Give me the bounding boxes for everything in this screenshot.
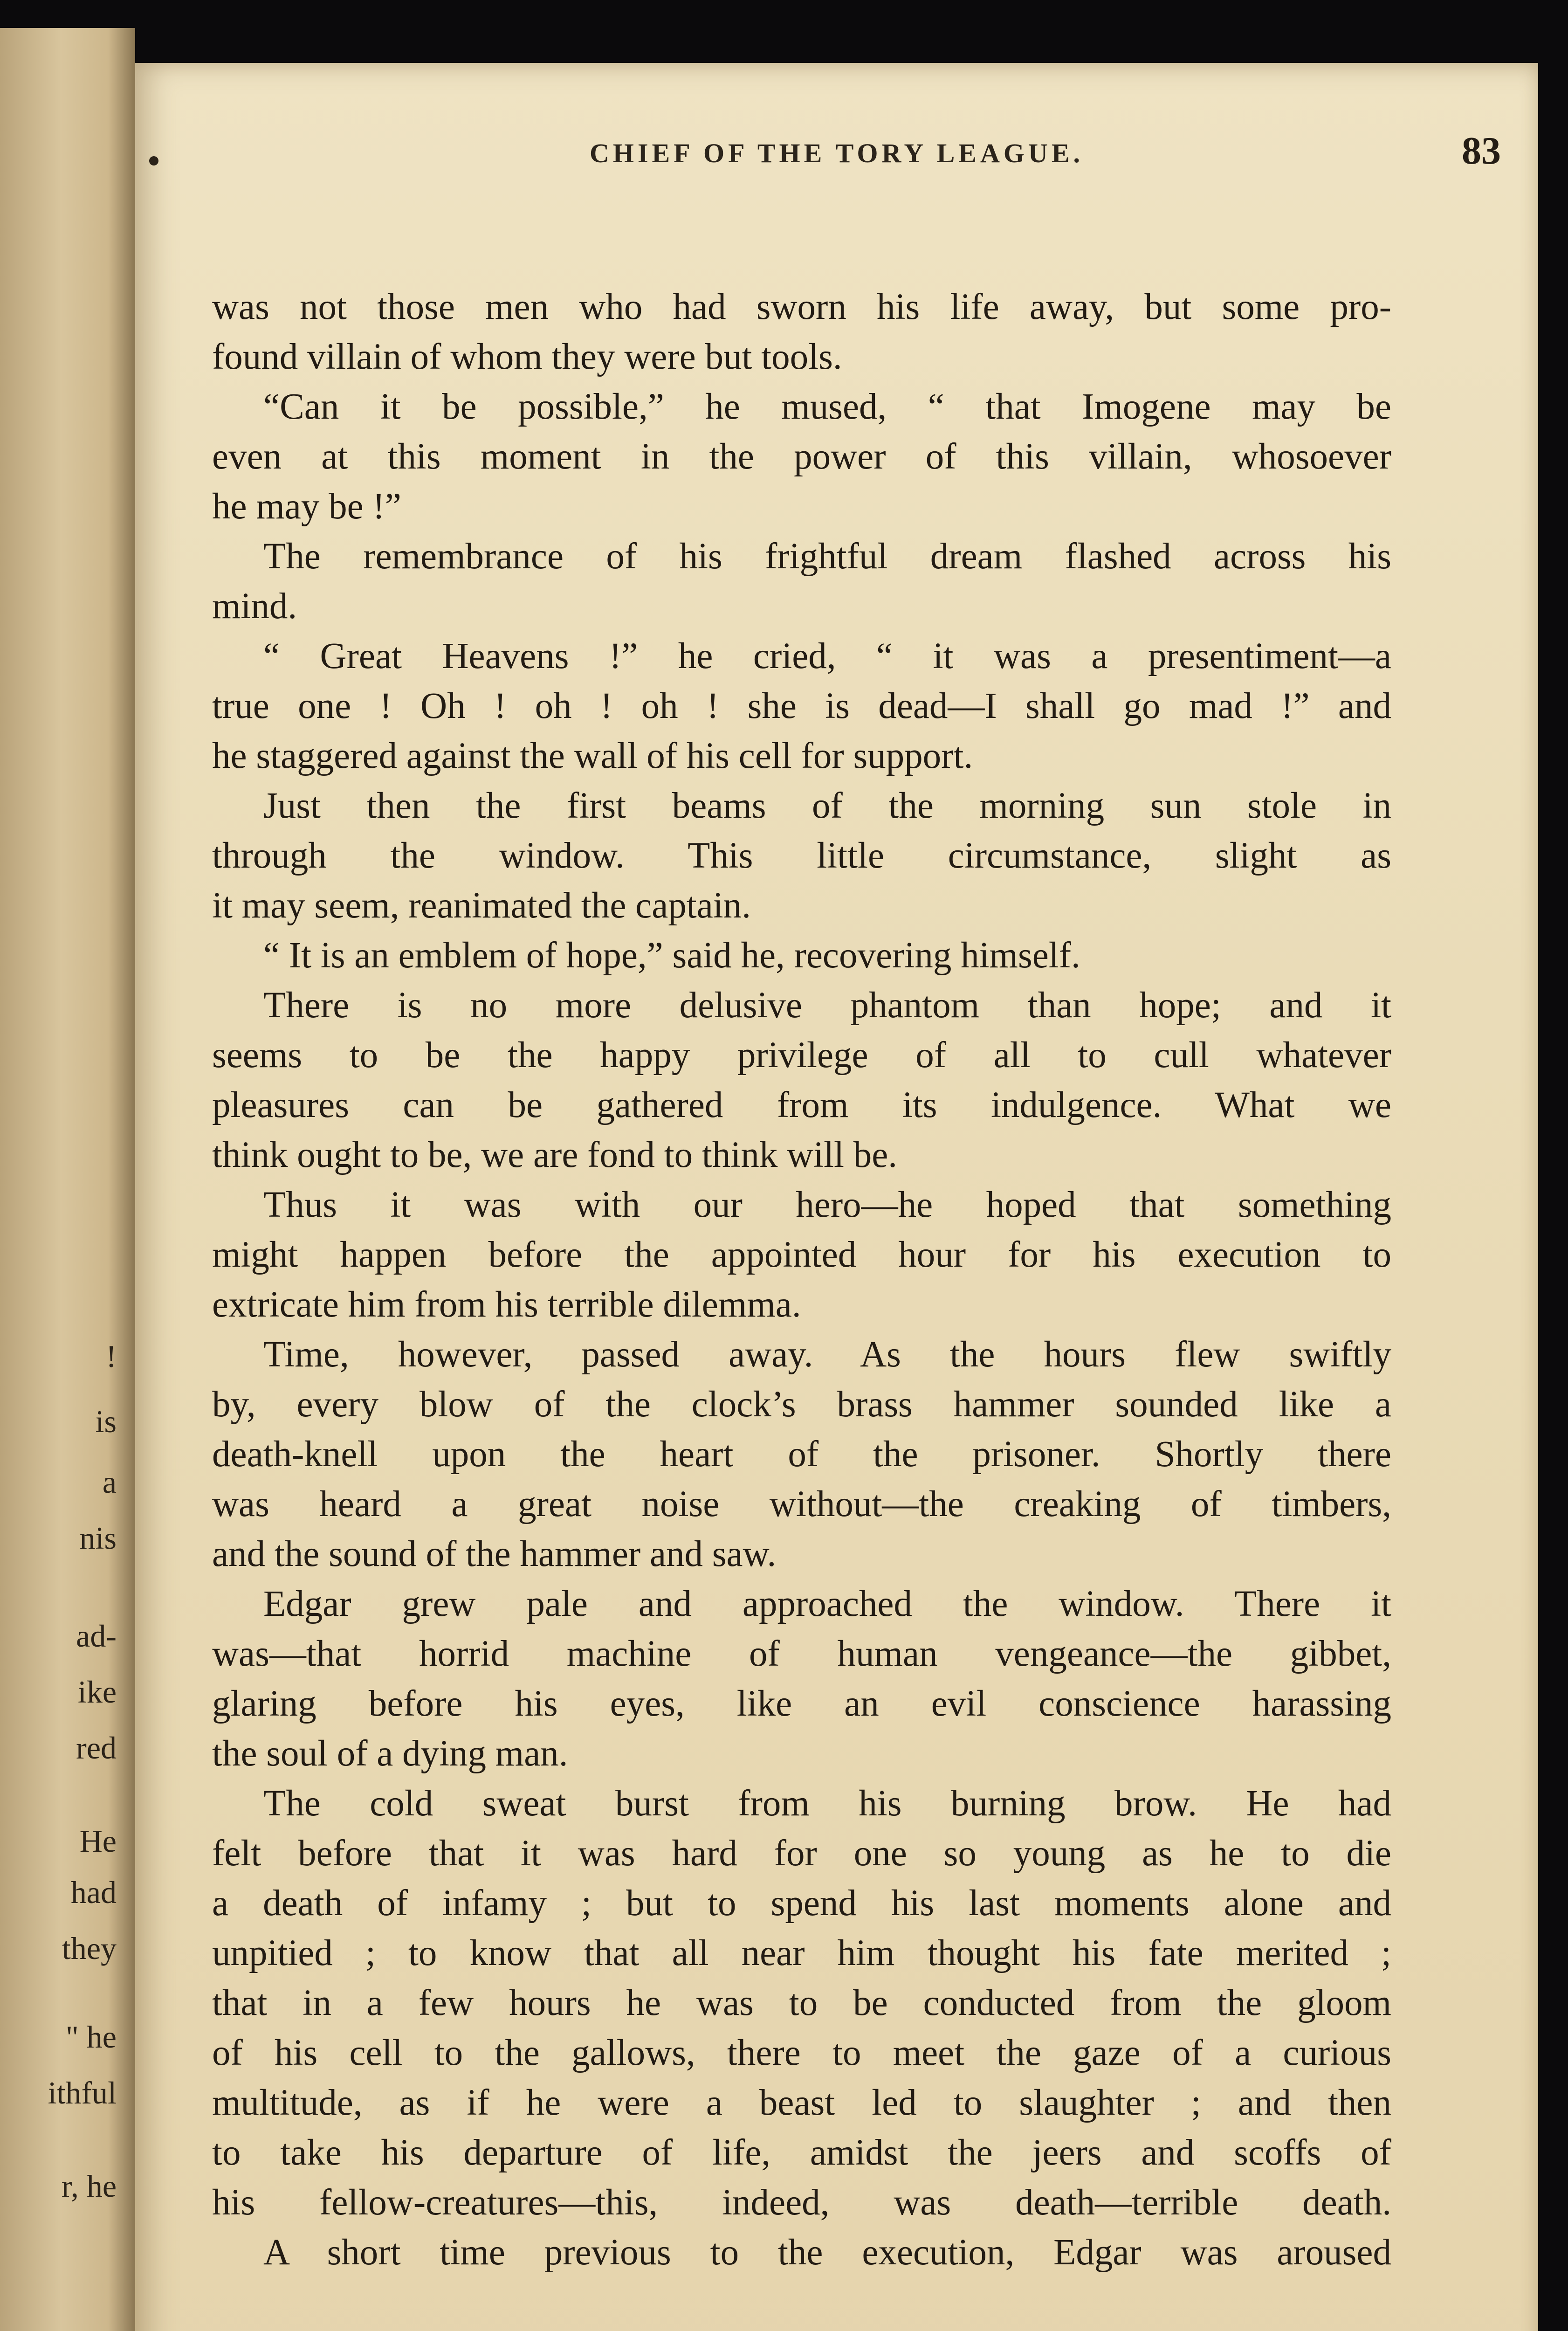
facing-page-fragment: had bbox=[70, 1875, 117, 1910]
text-line: was not those men who had sworn his life away, but some pro- bbox=[212, 287, 1391, 327]
facing-page-edge bbox=[0, 28, 135, 2331]
facing-page-fragment: ike bbox=[77, 1674, 117, 1710]
text-line: through the window. This little circumstance, slight as bbox=[212, 835, 1391, 876]
text-line: it may seem, reanimated the captain. bbox=[212, 885, 751, 926]
text-line: of his cell to the gallows, there to meet the gaze of a curious bbox=[212, 2033, 1391, 2073]
text-line: his fellow-creatures—this, indeed, was death—terrible death. bbox=[212, 2182, 1391, 2223]
facing-page-fragment: is bbox=[95, 1404, 117, 1439]
text-line: Just then the first beams of the morning sun stole in bbox=[263, 786, 1391, 826]
text-line: death-knell upon the heart of the prisoner. Shortly there bbox=[212, 1434, 1391, 1475]
facing-page-fragment: ! bbox=[106, 1338, 117, 1374]
facing-page-fragment: He bbox=[79, 1823, 117, 1859]
text-line: by, every blow of the clock’s brass hammer sounded like a bbox=[212, 1384, 1391, 1425]
text-line: “Can it be possible,” he mused, “ that Imogene may be bbox=[263, 386, 1391, 427]
text-line: might happen before the appointed hour for his execution to bbox=[212, 1234, 1391, 1275]
facing-page-fragment: red bbox=[76, 1730, 117, 1765]
text-line: Time, however, passed away. As the hours flew swiftly bbox=[263, 1334, 1391, 1375]
text-line: that in a few hours he was to be conducted from the gloom bbox=[212, 1983, 1391, 2023]
text-line: Thus it was with our hero—he hoped that something bbox=[263, 1185, 1391, 1225]
facing-page-fragment: nis bbox=[79, 1520, 117, 1556]
text-line: There is no more delusive phantom than hope; and it bbox=[263, 985, 1391, 1026]
text-line: “ It is an emblem of hope,” said he, recovering himself. bbox=[263, 935, 1080, 976]
text-line: mind. bbox=[212, 586, 297, 627]
text-line: he may be !” bbox=[212, 486, 401, 527]
text-line: The remembrance of his frightful dream flashed across his bbox=[263, 536, 1391, 577]
text-line: think ought to be, we are fond to think will be. bbox=[212, 1135, 898, 1175]
text-line: unpitied ; to know that all near him thought his fate merited ; bbox=[212, 1933, 1391, 1973]
page-number: 83 bbox=[1462, 129, 1501, 172]
facing-page-fragment: a bbox=[102, 1464, 117, 1500]
text-line: multitude, as if he were a beast led to slaughter ; and then bbox=[212, 2083, 1391, 2123]
facing-page-fragment: ithful bbox=[48, 2075, 117, 2110]
text-line: even at this moment in the power of this villain, whosoever bbox=[212, 436, 1391, 477]
text-line: was—that horrid machine of human vengeance—the gibbet, bbox=[212, 1634, 1391, 1674]
running-head: CHIEF OF THE TORY LEAGUE. bbox=[589, 138, 1084, 168]
text-line: Edgar grew pale and approached the window. There it bbox=[263, 1584, 1391, 1624]
text-line: the soul of a dying man. bbox=[212, 1733, 568, 1774]
book-page bbox=[135, 63, 1538, 2331]
facing-page-fragment: they bbox=[62, 1931, 117, 1966]
facing-page-fragment: " he bbox=[66, 2019, 117, 2055]
text-line: extricate him from his terrible dilemma. bbox=[212, 1284, 801, 1325]
text-line: and the sound of the hammer and saw. bbox=[212, 1534, 777, 1574]
facing-page-fragment: r, he bbox=[61, 2168, 117, 2204]
text-line: felt before that it was hard for one so young as he to die bbox=[212, 1833, 1391, 1874]
text-line: he staggered against the wall of his cell for support. bbox=[212, 736, 973, 776]
facing-page-fragment: ad- bbox=[76, 1618, 117, 1654]
text-line: glaring before his eyes, like an evil conscience harassing bbox=[212, 1683, 1391, 1724]
text-line: “ Great Heavens !” he cried, “ it was a presentiment—a bbox=[263, 636, 1391, 676]
text-line: to take his departure of life, amidst the jeers and scoffs of bbox=[212, 2132, 1391, 2173]
text-line: true one ! Oh ! oh ! oh ! she is dead—I shall go mad !” and bbox=[212, 686, 1391, 726]
text-line: a death of infamy ; but to spend his last moments alone and bbox=[212, 1883, 1391, 1924]
body-text bbox=[212, 282, 1391, 2277]
text-line: seems to be the happy privilege of all to cull whatever bbox=[212, 1035, 1391, 1076]
text-line: found villain of whom they were but tools. bbox=[212, 337, 842, 377]
text-line: pleasures can be gathered from its indulgence. What we bbox=[212, 1085, 1391, 1125]
text-line: was heard a great noise without—the creaking of timbers, bbox=[212, 1484, 1391, 1524]
text-line: A short time previous to the execution, Edgar was aroused bbox=[263, 2232, 1391, 2273]
text-line: The cold sweat burst from his burning brow. He had bbox=[263, 1783, 1391, 1824]
